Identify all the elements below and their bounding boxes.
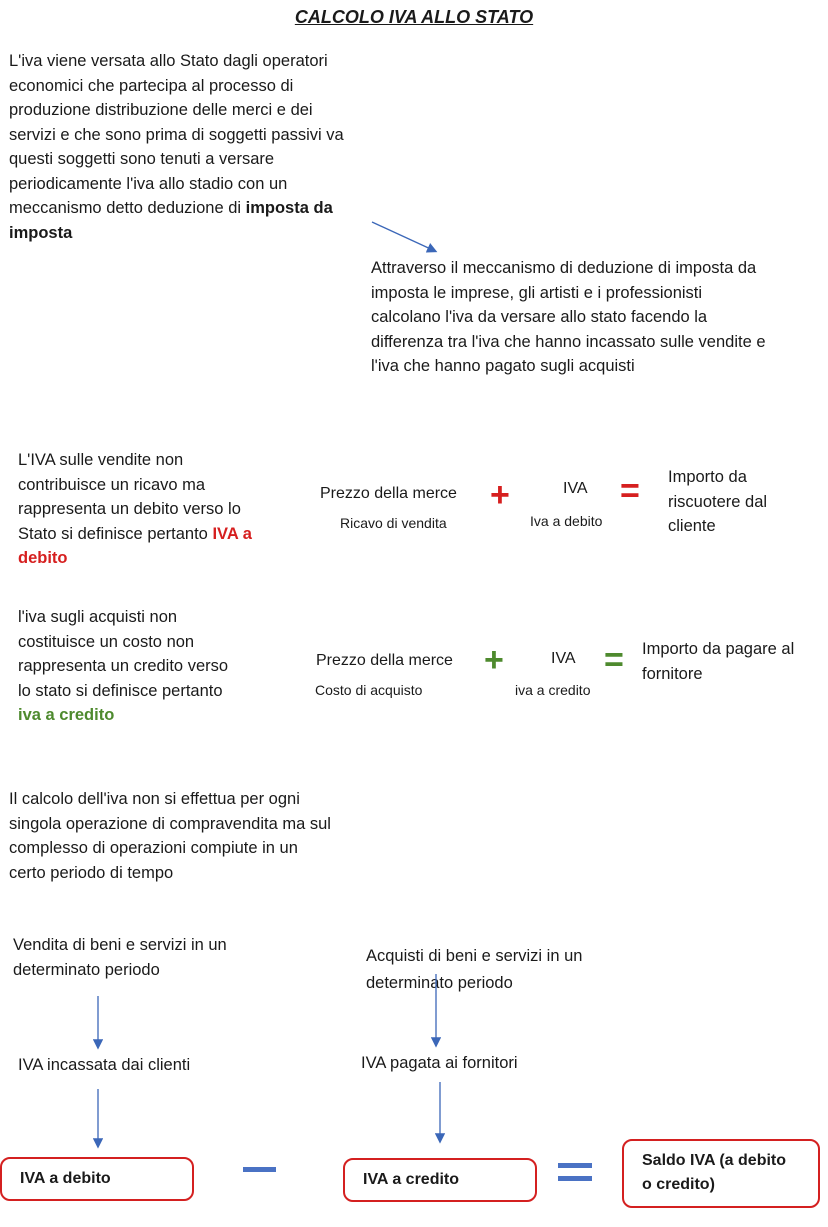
periodo-line: complesso di operazioni compiute in un xyxy=(9,839,298,857)
vendite-term2-sub: Iva a debito xyxy=(530,513,603,529)
periodo-line: Il calcolo dell'iva non si effettua per ogni xyxy=(9,790,300,808)
page-title: CALCOLO IVA ALLO STATO xyxy=(294,7,534,27)
vendite-line: L'IVA sulle vendite non xyxy=(18,451,184,469)
intro-line: produzione distribuzione delle merci e dei xyxy=(9,101,313,119)
mechanism-line: Attraverso il meccanismo di deduzione di imposta da xyxy=(371,259,757,277)
plus-icon: + xyxy=(490,476,510,514)
periodo-line: certo periodo di tempo xyxy=(9,863,174,882)
intro-line: periodicamente l'iva allo stadio con un xyxy=(9,174,288,193)
iva-a-debito-box: IVA a debito xyxy=(0,1157,194,1201)
acquisti-line: costituisce un costo non xyxy=(18,632,195,651)
vendite-last-prefix: Stato si definisce pertanto xyxy=(18,524,213,543)
mechanism-line: differenza tra l'iva che hanno incassato sulle vendite e xyxy=(371,332,766,351)
mechanism-line: calcolano l'iva da versare allo stato facendo la xyxy=(371,308,708,326)
intro-line: L'iva viene versata allo Stato dagli operatori xyxy=(9,52,328,70)
intro-highlight: imposta da imposta xyxy=(9,199,333,242)
acquisti-line: l'iva sugli acquisti non xyxy=(18,608,178,626)
acquisti-term1-sub: Costo di acquisto xyxy=(315,682,423,698)
flow-left-mid: IVA incassata dai clienti xyxy=(18,1056,191,1074)
acquisti-term2: IVA xyxy=(551,650,576,667)
intro-line: economici che partecipa al processo di xyxy=(9,76,294,95)
flow-right-top-line: determinato periodo xyxy=(366,974,513,992)
acquisti-result-line: fornitore xyxy=(642,664,703,683)
intro-line: questi soggetti sono tenuti a versare xyxy=(9,150,275,168)
vendite-line: rappresenta un debito verso lo xyxy=(18,500,241,518)
vendite-result-line: cliente xyxy=(668,517,716,535)
plus-icon: + xyxy=(484,641,504,679)
acquisti-line: rappresenta un credito verso xyxy=(18,657,229,675)
arrow-icon xyxy=(372,222,435,251)
vendite-term2: IVA xyxy=(563,480,588,497)
vendite-term1: Prezzo della merce xyxy=(320,485,457,502)
mechanism-line: l'iva che hanno pagato sugli acquisti xyxy=(371,357,635,375)
intro-last-prefix: meccanismo detto deduzione di xyxy=(9,199,246,217)
vendite-result-line: Importo da xyxy=(668,468,747,486)
flow-left-top-line: determinato periodo xyxy=(13,960,160,979)
saldo-iva-line: Saldo IVA (a debito xyxy=(642,1152,787,1169)
flow-left-top-line: Vendita di beni e servizi in un xyxy=(13,936,227,954)
vendite-line: contribuisce un ricavo ma xyxy=(18,475,206,494)
iva-a-credito-box: IVA a credito xyxy=(343,1158,537,1202)
flow-right-mid: IVA pagata ai fornitori xyxy=(361,1054,518,1072)
flow-right-top-line: Acquisti di beni e servizi in un xyxy=(366,947,583,965)
acquisti-line: lo stato si definisce pertanto xyxy=(18,681,223,700)
vendite-term1-sub: Ricavo di vendita xyxy=(340,515,447,531)
acquisti-term1: Prezzo della merce xyxy=(316,652,453,669)
mechanism-line: imposta le imprese, gli artisti e i professionisti xyxy=(371,283,703,302)
iva-a-credito-highlight: iva a credito xyxy=(18,706,115,724)
vendite-result-line: riscuotere dal xyxy=(668,492,768,511)
equals-icon: = xyxy=(604,641,624,679)
iva-a-debito-highlight: IVA a debito xyxy=(18,524,252,567)
acquisti-result-line: Importo da pagare al xyxy=(642,640,795,658)
equals-icon: = xyxy=(620,472,640,510)
intro-line: servizi e che sono prima di soggetti passivi va xyxy=(9,125,344,144)
periodo-line: singola operazione di compravendita ma sul xyxy=(9,814,331,833)
acquisti-term2-sub: iva a credito xyxy=(515,682,591,698)
saldo-iva-line: o credito) xyxy=(642,1176,715,1193)
